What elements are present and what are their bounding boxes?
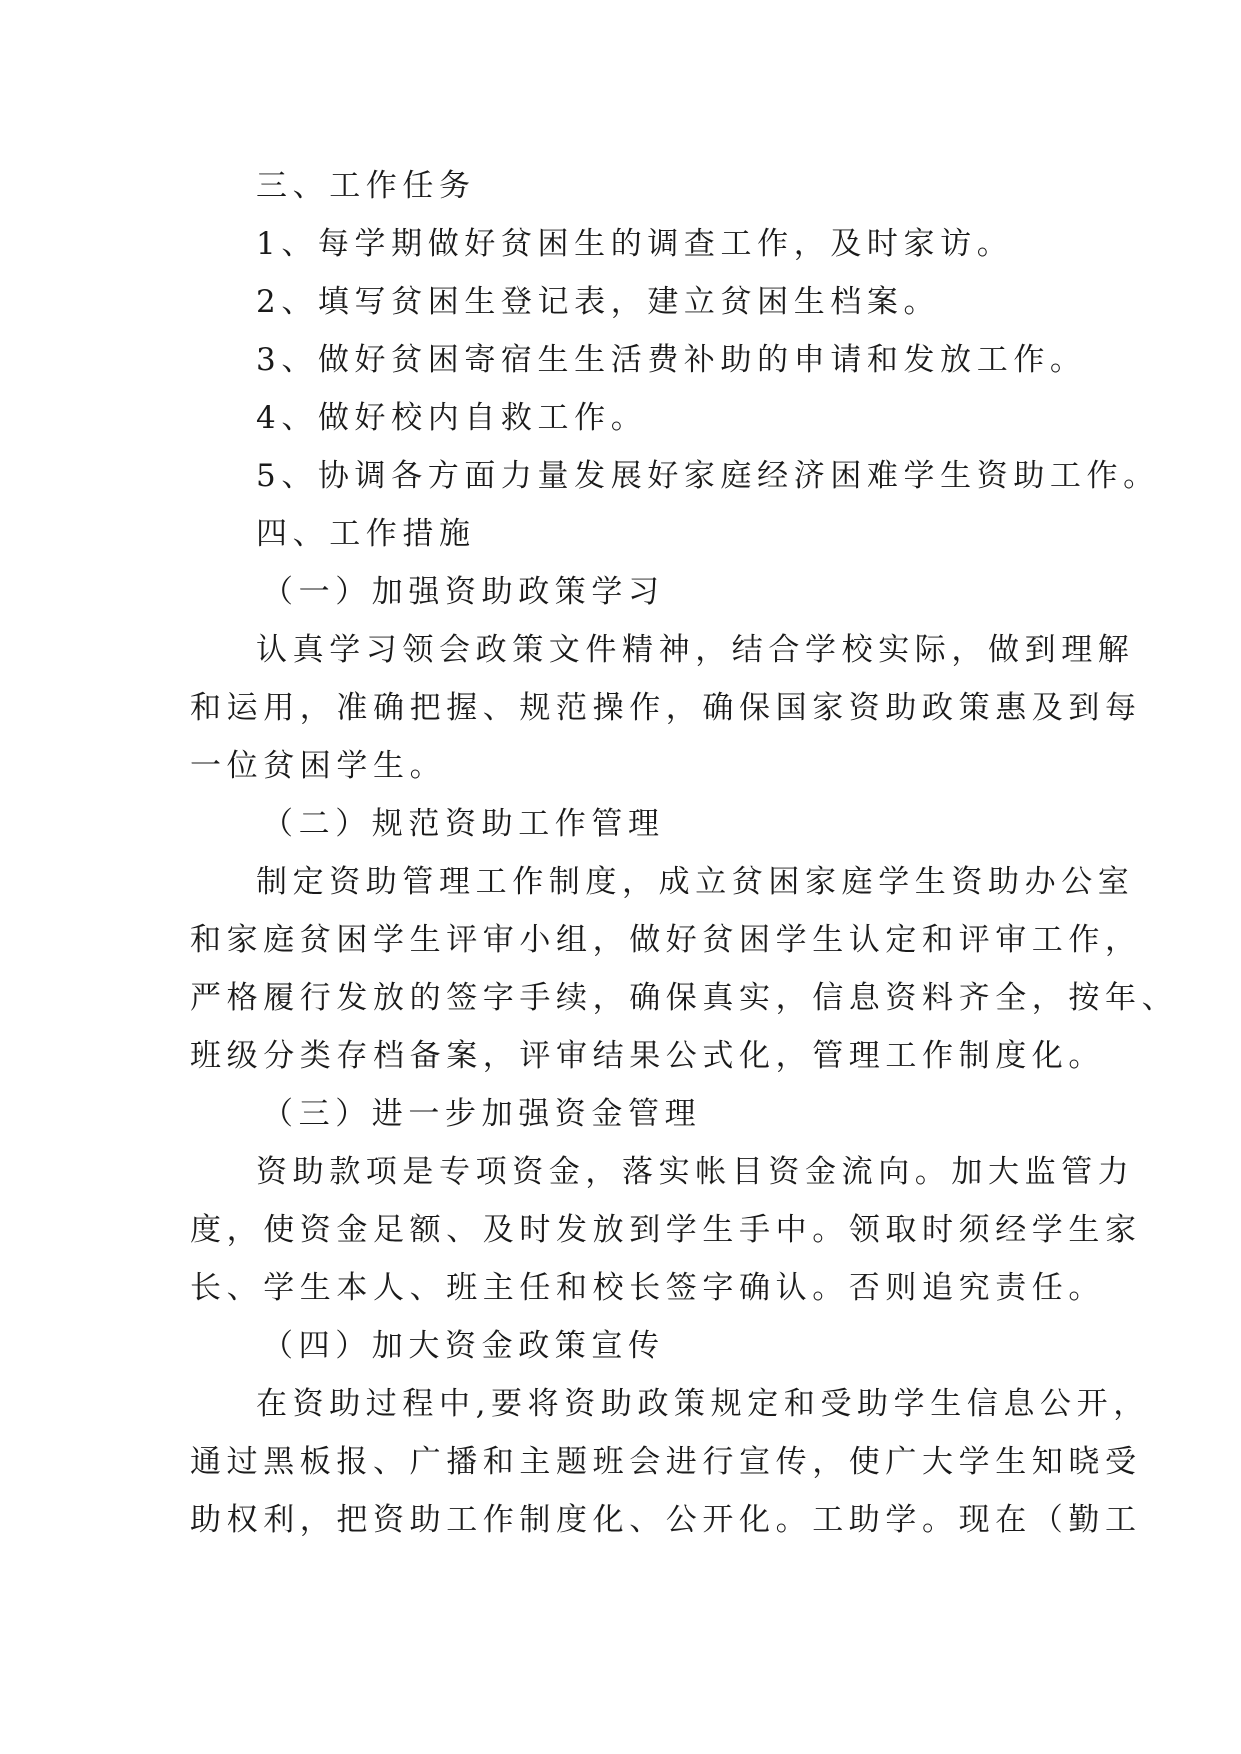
paragraph-line: 资助款项是专项资金，落实帐目资金流向。加大监管力 xyxy=(256,1154,1135,1190)
section-heading: 四、工作措施 xyxy=(256,516,476,552)
subsection-title: （三）进一步加强资金管理 xyxy=(262,1096,702,1132)
paragraph-line: 严格履行发放的签字手续，确保真实，信息资料齐全，按年、 xyxy=(190,980,1179,1016)
paragraph-line: 认真学习领会政策文件精神，结合学校实际，做到理解 xyxy=(256,632,1135,668)
task-item: 3、做好贫困寄宿生生活费补助的申请和发放工作。 xyxy=(256,342,1087,378)
paragraph-line: 一位贫困学生。 xyxy=(190,748,447,784)
section-heading: 三、工作任务 xyxy=(256,168,476,204)
paragraph-line: 和运用，准确把握、规范操作，确保国家资助政策惠及到每 xyxy=(190,690,1142,726)
paragraph-line: 度，使资金足额、及时发放到学生手中。领取时须经学生家 xyxy=(190,1212,1142,1248)
subsection-title: （二）规范资助工作管理 xyxy=(262,806,665,842)
task-item: 2、填写贫困生登记表，建立贫困生档案。 xyxy=(256,284,941,320)
subsection-title: （一）加强资助政策学习 xyxy=(262,574,665,610)
paragraph-line: 和家庭贫困学生评审小组，做好贫困学生认定和评审工作， xyxy=(190,922,1142,958)
paragraph-line: 在资助过程中,要将资助政策规定和受助学生信息公开， xyxy=(256,1386,1150,1422)
paragraph-line: 助权利，把资助工作制度化、公开化。工助学。现在（勤工 xyxy=(190,1502,1142,1538)
paragraph-line: 通过黑板报、广播和主题班会进行宣传，使广大学生知晓受 xyxy=(190,1444,1142,1480)
task-item: 4、做好校内自救工作。 xyxy=(256,400,648,436)
subsection-title: （四）加大资金政策宣传 xyxy=(262,1328,665,1364)
task-item: 5、协调各方面力量发展好家庭经济困难学生资助工作。 xyxy=(256,458,1160,494)
paragraph-line: 班级分类存档备案，评审结果公式化，管理工作制度化。 xyxy=(190,1038,1105,1074)
paragraph-line: 长、学生本人、班主任和校长签字确认。否则追究责任。 xyxy=(190,1270,1105,1306)
task-item: 1、每学期做好贫困生的调查工作，及时家访。 xyxy=(256,226,1014,262)
paragraph-line: 制定资助管理工作制度，成立贫困家庭学生资助办公室 xyxy=(256,864,1135,900)
